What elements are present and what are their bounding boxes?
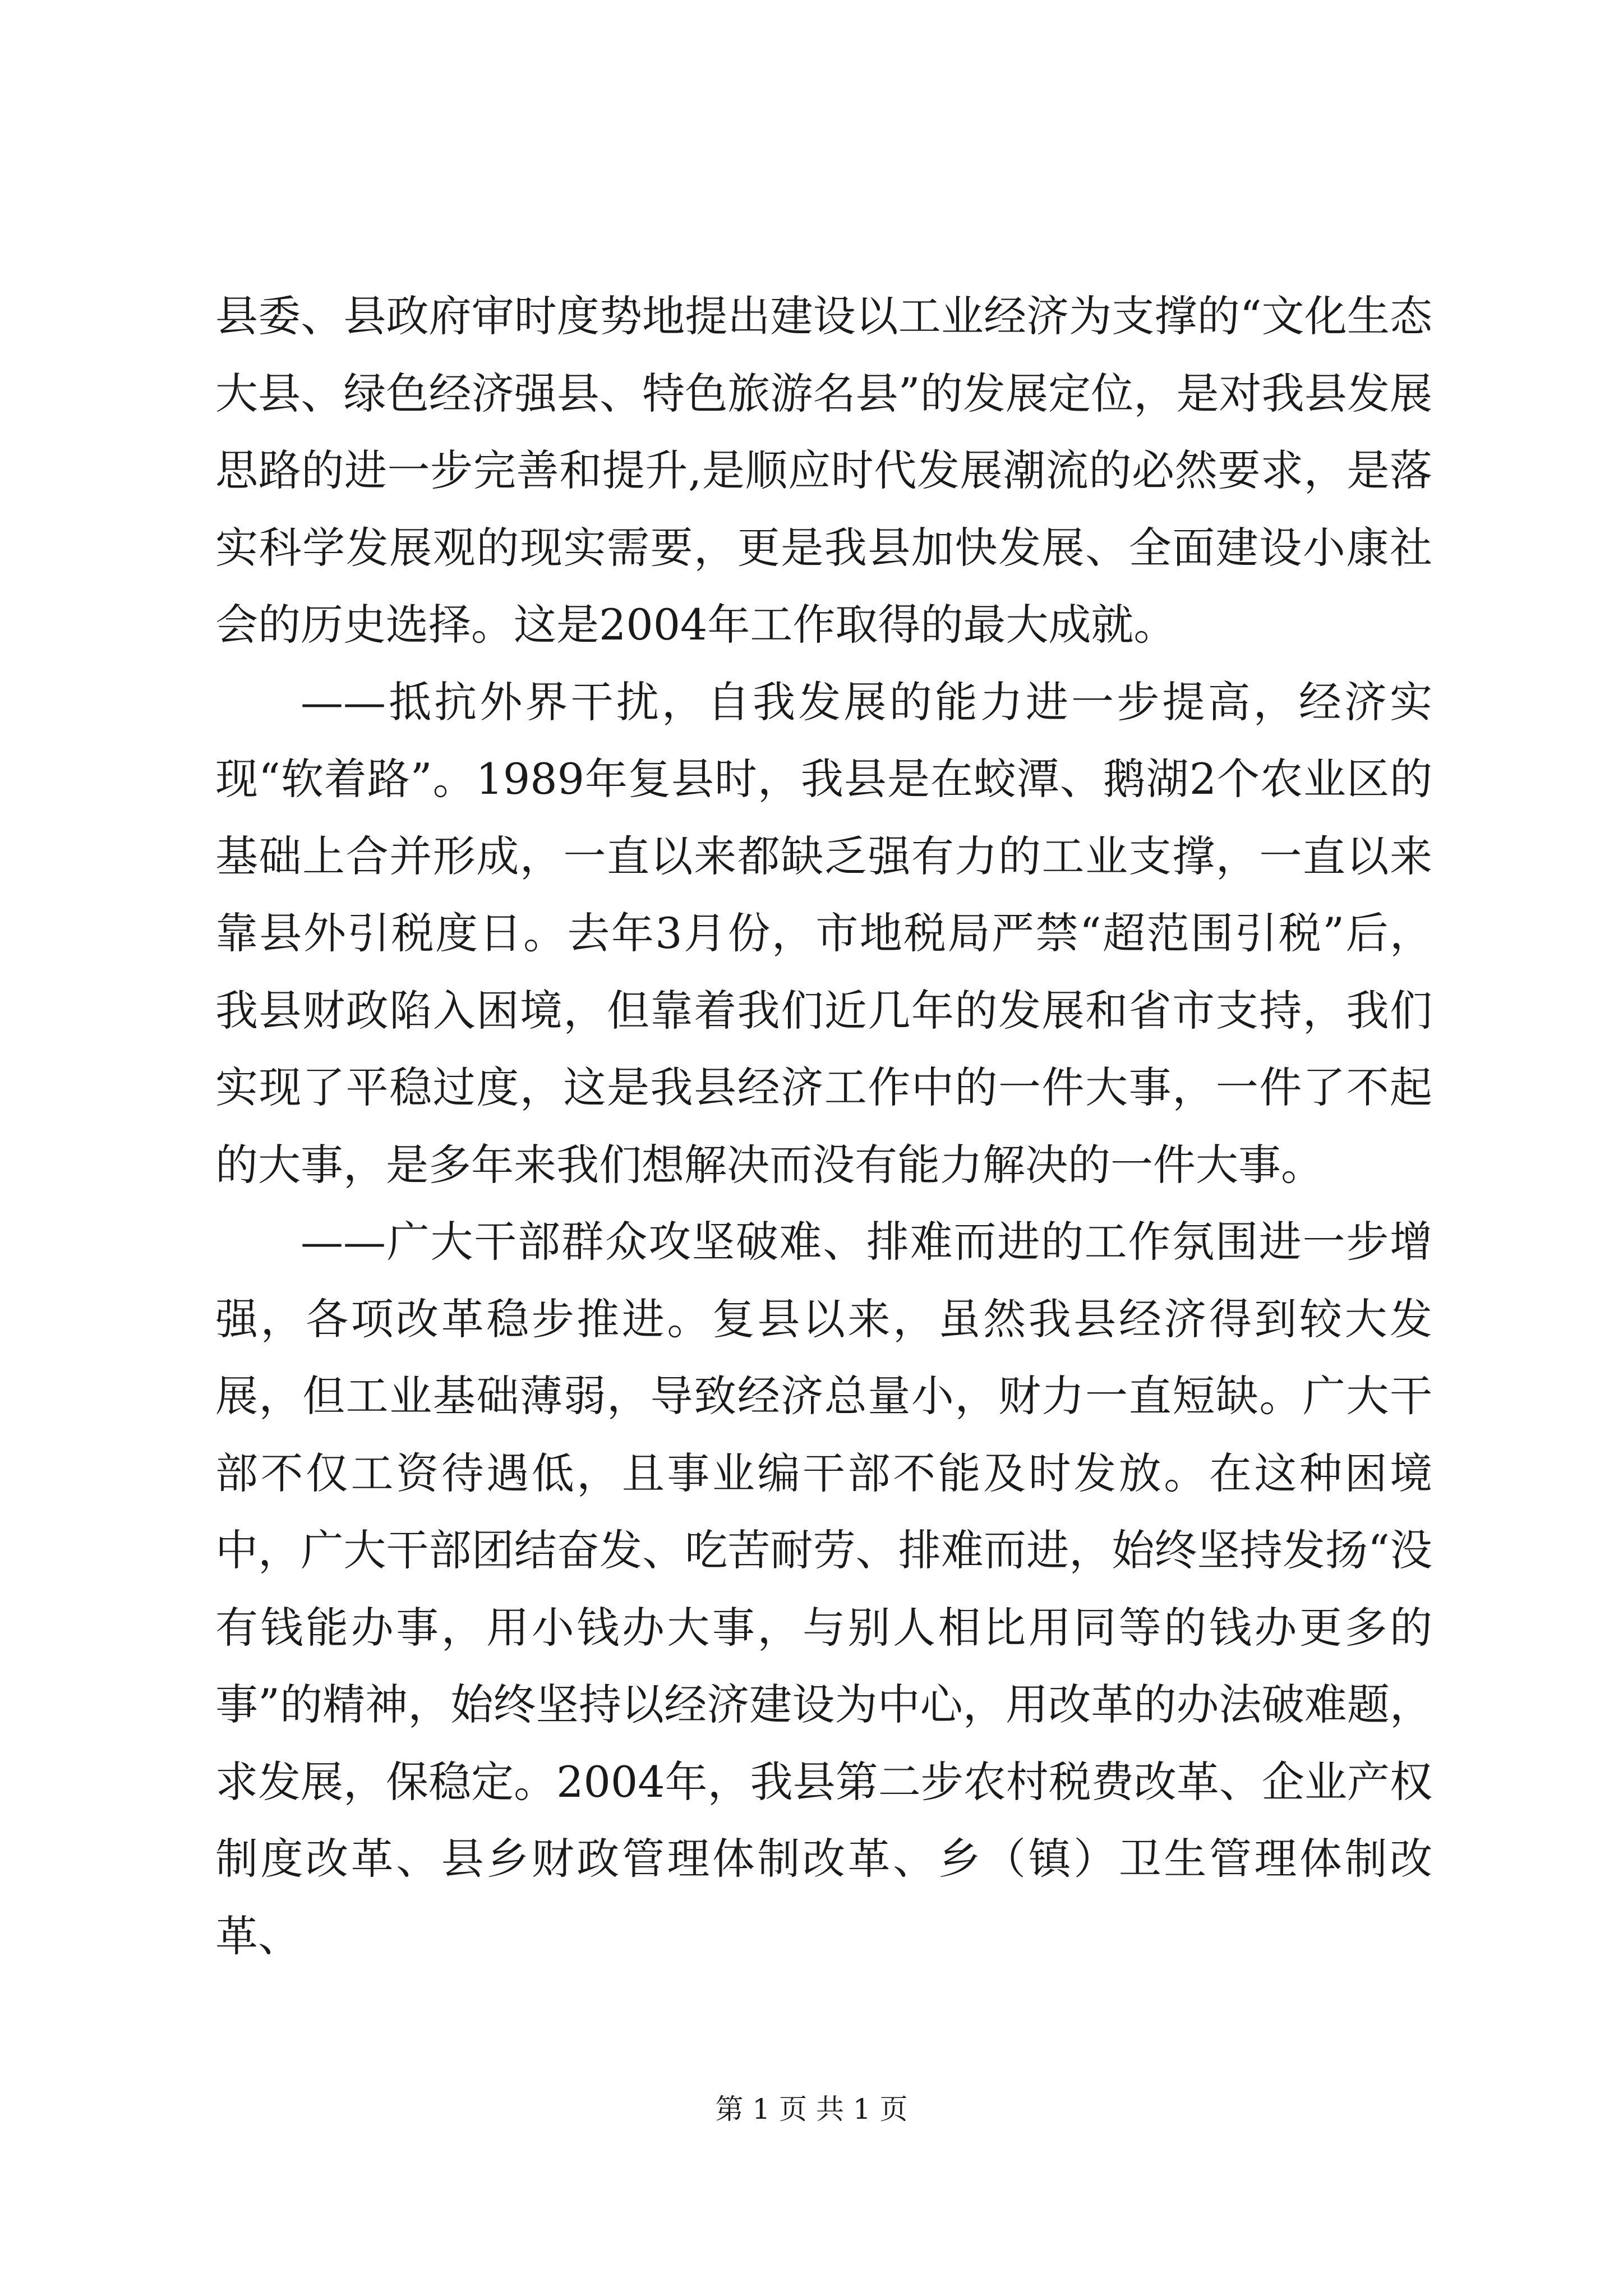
- paragraph-1: 县委、县政府审时度势地提出建设以工业经济为支撑的“文化生态大县、绿色经济强县、特色旅游名县”的发展定位，是对我县发展思路的进一步完善和提升,是顺应时代发展潮流的必然要求，是落实科学发展观的现实需要，更是我县加快发展、全面建设小康社会的历史选择。这是2004年工作取得的最大成就。: [215, 291, 1432, 650]
- paragraph-2: ——抵抗外界干扰，自我发展的能力进一步提高，经济实现“软着路”。1989年复县时，我县是在蛟潭、鹅湖2个农业区的基础上合并形成，一直以来都缺乏强有力的工业支撑，一直以来靠县外引税度日。去年3月份，市地税局严禁“超范围引税”后，我县财政陷入困境，但靠着我们近几年的发展和省市支持，我们实现了平稳过度，这是我县经济工作中的一件大事，一件了不起的大事，是多年来我们想解决而没有能力解决的一件大事。: [215, 677, 1432, 1190]
- document-body: [215, 278, 1432, 1975]
- page-footer: 第 1 页 共 1 页: [715, 2093, 908, 2125]
- paragraph-3: ——广大干部群众攻坚破难、排难而进的工作氛围进一步增强，各项改革稳步推进。复县以来，虽然我县经济得到较大发展，但工业基础薄弱，导致经济总量小，财力一直短缺。广大干部不仅工资待遇低，且事业编干部不能及时发放。在这种困境中，广大干部团结奋发、吃苦耐劳、排难而进，始终坚持发扬“没有钱能办事，用小钱办大事，与别人相比用同等的钱办更多的事”的精神，始终坚持以经济建设为中心，用改革的办法破难题，求发展，保稳定。2004年，我县第二步农村税费改革、企业产权制度改革、县乡财政管理体制改革、乡（镇）卫生管理体制改革、: [215, 1217, 1432, 1961]
